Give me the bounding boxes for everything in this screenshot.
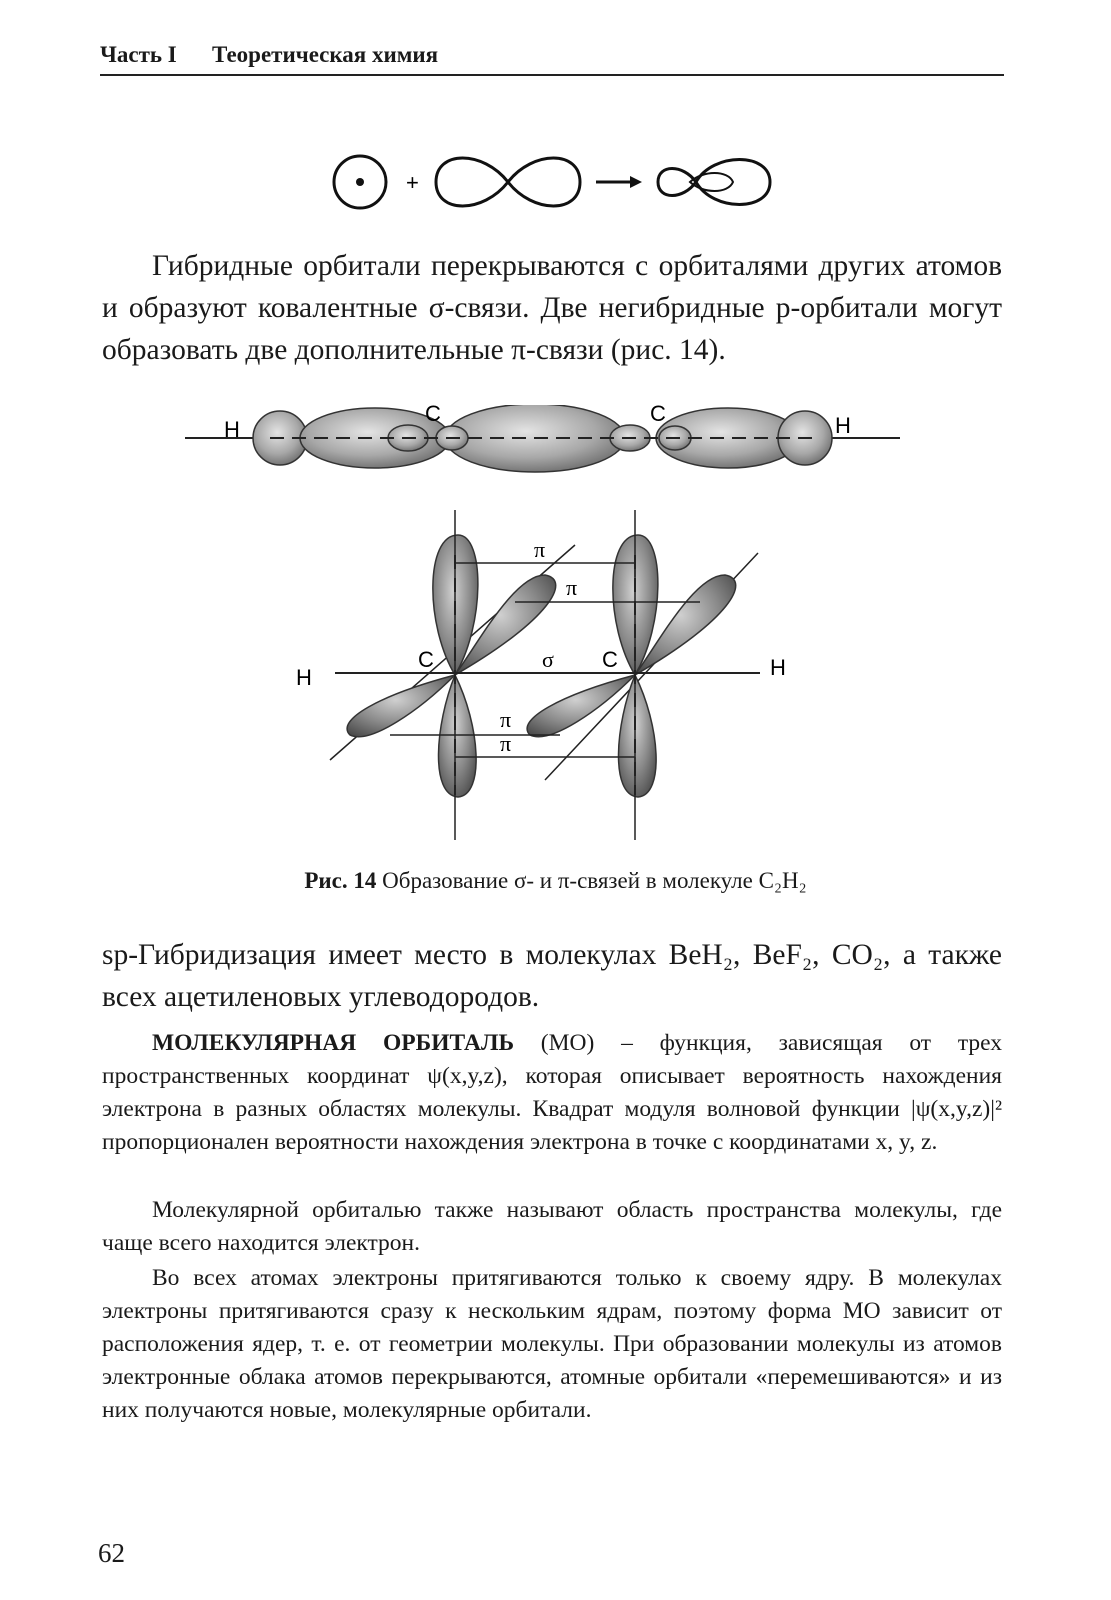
arrow-icon xyxy=(596,176,642,188)
orbital-hybridization-scheme xyxy=(318,142,788,222)
paragraph-mo-region: Молекулярной орбиталью также называют область пространства молекулы, где чаще всего находится электрон. xyxy=(102,1197,1002,1256)
pi-label-1: π xyxy=(534,537,546,562)
pi-diagram-label-c2: C xyxy=(602,647,618,672)
term-molecular-orbital: МОЛЕКУЛЯРНАЯ ОРБИТАЛЬ xyxy=(152,1030,514,1056)
caption-label: Рис. 14 xyxy=(304,868,377,893)
atom-label-h-right: H xyxy=(835,413,851,438)
sigma-skeleton-diagram xyxy=(185,405,900,472)
mo-definition-text: (МО) – функция, зависящая от трех пространственных координат ψ(x,y,z), которая описывает вероятность нахождения электрона в разных областях молекулы. Квадрат модуля волновой функции |ψ(x,y,z)|² пропорционален вероятности нахождения электрона в точке с координатами x, y, z. xyxy=(102,1030,1002,1155)
s-orbital-icon xyxy=(334,156,386,208)
pi-diagram-label-h-left: H xyxy=(296,665,312,690)
page-number: 62 xyxy=(98,1538,125,1568)
paragraph-hybrid-overlap: Гибридные орбитали перекрываются с орбиталями других атомов и образуют ковалентные σ-связи. Две негибридные p-орбитали могут образовать две дополнительные π-связи (рис. 14). xyxy=(102,250,1002,366)
p-orbital-icon xyxy=(436,158,580,206)
header-part: Часть I xyxy=(100,42,177,67)
pi-diagram-label-h-right: H xyxy=(770,655,786,680)
atom-label-c1: C xyxy=(425,405,441,426)
pi-label-3: π xyxy=(500,707,512,732)
paragraph-electron-attraction: Во всех атомах электроны притягиваются только к своему ядру. В молекулах электроны притягиваются сразу к нескольким ядрам, поэтому форма МО зависит от расположения ядер, т. е. от геометрии молекулы. При образовании молекулы из атомов электронные облака атомов перекрываются, атомные орбитали «перемешиваются» и из них получаются новые, молекулярные орбитали. xyxy=(102,1265,1002,1423)
paragraph-sp-hybridization: sp-Гибридизация имеет место в молекулах BeH₂, BeF₂, CO₂, а также всех ацетиленовых углеводородов. xyxy=(102,939,1002,1013)
pi-label-2: π xyxy=(566,575,578,600)
figure-14-caption xyxy=(0,868,1111,894)
caption-text: Образование σ- и π-связей в молекуле C₂H₂ xyxy=(382,868,807,893)
figure-14-c2h2-bonds xyxy=(180,405,920,855)
sigma-label: σ xyxy=(542,647,554,672)
atom-label-h-left: H xyxy=(224,417,240,442)
running-header xyxy=(100,38,1004,76)
paragraph-mo-definition xyxy=(102,1027,1002,1159)
header-title: Теоретическая химия xyxy=(212,42,439,67)
pi-diagram-label-c1: C xyxy=(418,647,434,672)
sp-orbital-icon xyxy=(658,160,770,205)
pi-bond-diagram xyxy=(296,510,786,840)
pi-label-4: π xyxy=(500,731,512,756)
plus-sign: + xyxy=(406,170,419,195)
atom-label-c2: C xyxy=(650,405,666,426)
